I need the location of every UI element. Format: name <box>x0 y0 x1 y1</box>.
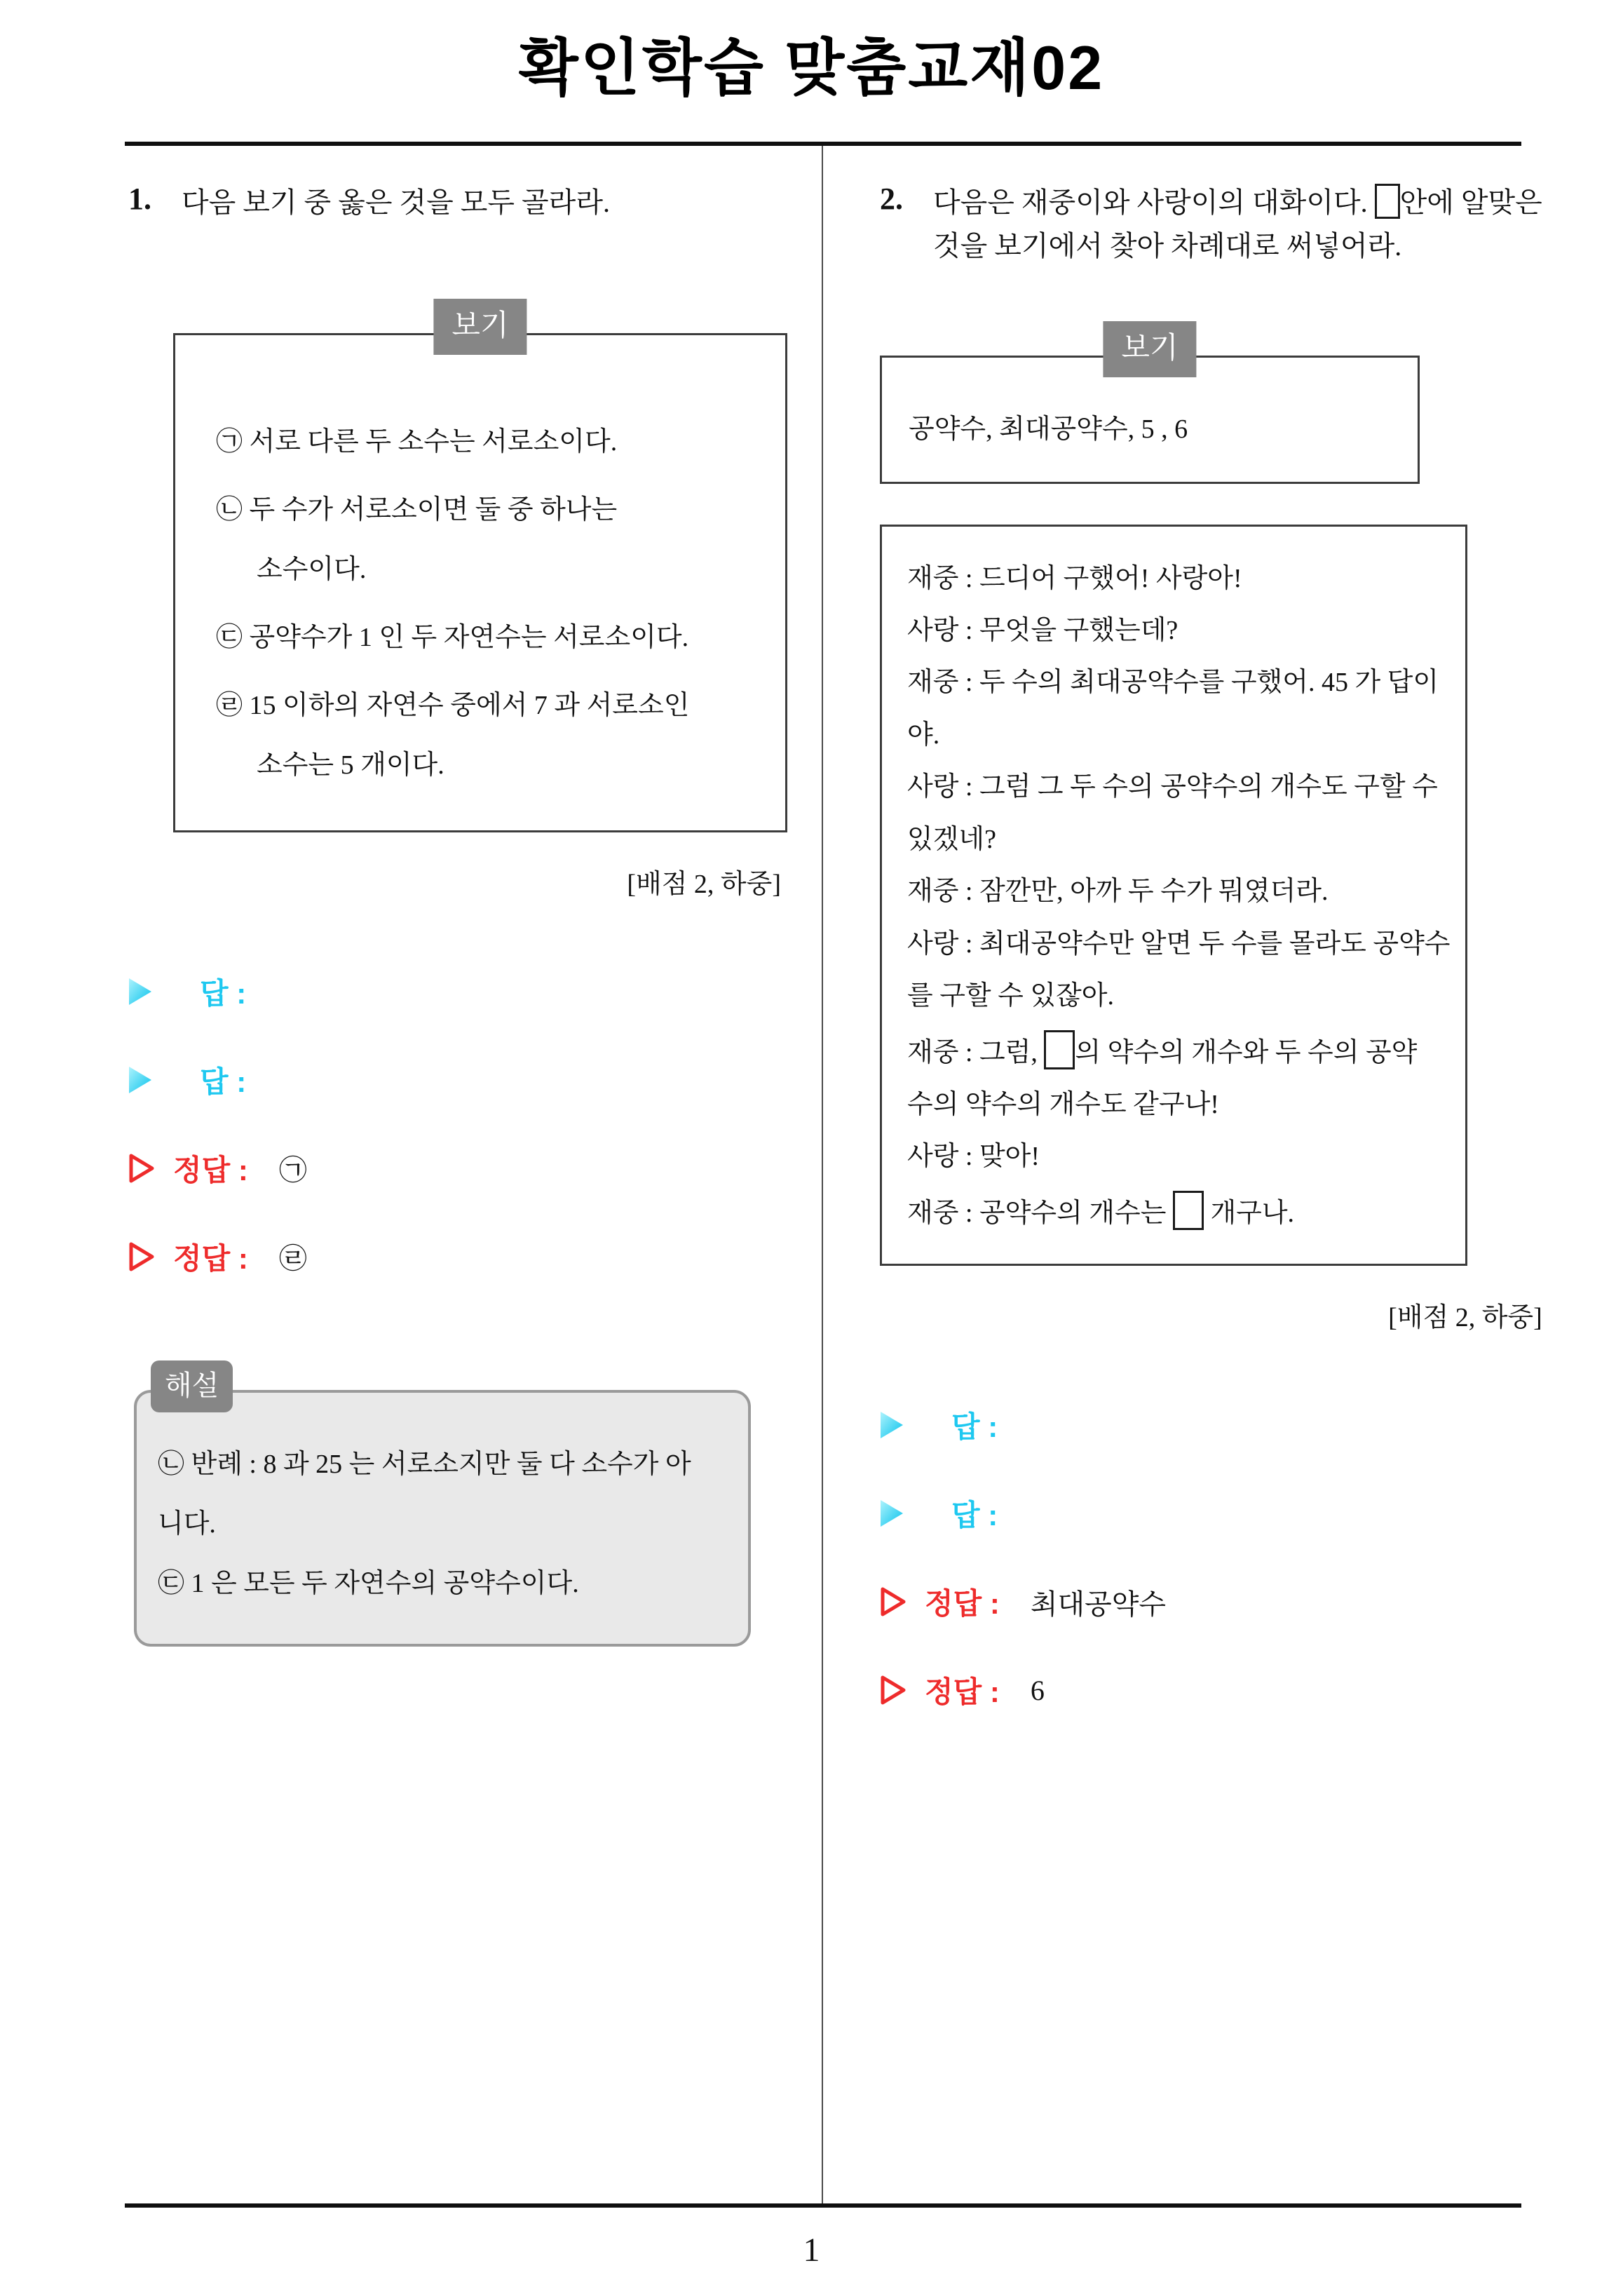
page-number: 1 <box>803 2231 820 2269</box>
explanation-line: ㉡ 반례 : 8 과 25 는 서로소지만 둘 다 소수가 아 <box>158 1449 691 1479</box>
question-2-prompt-part2: 안에 알맞은 <box>1399 186 1542 218</box>
question-2-prompt <box>933 181 1542 268</box>
question-1-bogi-box <box>173 309 787 832</box>
bogi-tab: 보기 <box>433 299 527 355</box>
question-2-answers <box>880 1404 1542 1711</box>
dialog-line: 사랑 : 그럼 그 두 수의 공약수의 개수도 구할 수 <box>907 772 1438 802</box>
dialog-text: 재중 : 그럼, <box>907 1037 1045 1067</box>
correct-answer-value: 6 <box>1030 1674 1045 1706</box>
answer-label: 답 : <box>951 1410 998 1444</box>
dialog-line-with-blank <box>907 1030 1451 1071</box>
dialog-text: 의 약수의 개수와 두 수의 공약 <box>1075 1037 1418 1067</box>
answer-row-blank <box>880 1492 1542 1534</box>
correct-answer-value: ㉣ <box>278 1243 307 1275</box>
correct-answer-label: 정답 : <box>925 1675 1000 1709</box>
dialog-line-with-blank <box>907 1191 1451 1231</box>
dialog-line: 사랑 : 맞아! <box>907 1142 1040 1172</box>
question-2-header <box>880 181 1542 268</box>
correct-answer-label: 정답 : <box>173 1153 248 1187</box>
answer-triangle-outline-icon <box>128 1153 155 1184</box>
answer-label: 답 : <box>200 1065 247 1098</box>
question-1-header <box>128 181 781 224</box>
correct-answer-label: 정답 : <box>925 1587 1000 1621</box>
answer-triangle-filled-icon <box>128 1066 152 1094</box>
dialog-text: 재중 : 공약수의 개수는 <box>907 1198 1173 1228</box>
question-2-prompt-part1: 다음은 재중이와 사랑이의 대화이다. <box>933 186 1375 218</box>
answer-row-blank <box>128 1059 781 1101</box>
dialog-line: 재중 : 두 수의 최대공약수를 구했어. 45 가 답이 <box>907 668 1439 698</box>
correct-answer-value: 최대공약수 <box>1030 1588 1167 1620</box>
bogi-item-3: ㉢ 공약수가 1 인 두 자연수는 서로소이다. <box>216 622 689 652</box>
question-1-column <box>125 146 822 1712</box>
correct-answer-row <box>128 1147 781 1189</box>
bogi-item-1: ㉠ 서로 다른 두 소수는 서로소이다. <box>216 426 618 457</box>
answer-triangle-filled-icon <box>880 1411 904 1439</box>
correct-answer-row <box>880 1669 1542 1711</box>
question-2-prompt-line2: 것을 보기에서 찾아 차례대로 써넣어라. <box>933 229 1402 262</box>
correct-answer-value: ㉠ <box>278 1154 307 1187</box>
column-divider <box>822 146 823 2208</box>
answer-triangle-outline-icon <box>128 1241 155 1272</box>
answer-triangle-outline-icon <box>880 1586 906 1617</box>
bogi-tab: 보기 <box>1103 321 1196 377</box>
blank-box <box>1375 184 1400 219</box>
answer-label: 답 : <box>200 976 247 1010</box>
dialog-line: 사랑 : 무엇을 구했는데? <box>907 616 1179 646</box>
dialog-line: 재중 : 잠깐만, 아까 두 수가 뭐였더라. <box>907 877 1329 907</box>
dialog-text: 개구나. <box>1203 1198 1295 1228</box>
correct-answer-label: 정답 : <box>173 1241 248 1275</box>
correct-answer-row <box>880 1581 1542 1623</box>
dialog-line: 사랑 : 최대공약수만 알면 두 수를 몰라도 공약수 <box>907 928 1451 959</box>
explanation-box <box>134 1369 751 1647</box>
question-2-score: [배점 2, 하중] <box>1388 1303 1542 1333</box>
bogi-item-2-line-1: ㉡ 두 수가 서로소이면 둘 중 하나는 <box>216 494 618 525</box>
answer-triangle-outline-icon <box>880 1675 906 1706</box>
explanation-line: 니다. <box>158 1508 216 1539</box>
page-title: 확인학습 맞춤교재02 <box>518 33 1105 102</box>
dialog-line: 수의 약수의 개수도 같구나! <box>907 1089 1219 1119</box>
blank-box <box>1173 1191 1204 1230</box>
explanation-line: ㉢ 1 은 모든 두 자연수의 공약수이다. <box>158 1569 579 1599</box>
bogi-item-4-line-1: ㉣ 15 이하의 자연수 중에서 7 과 서로소인 <box>216 690 690 720</box>
dialog-line: 야. <box>907 720 940 750</box>
dialog-line: 있겠네? <box>907 824 996 854</box>
dialog-line: 재중 : 드디어 구했어! 사랑아! <box>907 563 1242 593</box>
bottom-rule <box>125 2203 1521 2208</box>
bogi-item-2-line-2: 소수이다. <box>257 554 367 584</box>
answer-row-blank <box>128 971 781 1013</box>
correct-answer-row <box>128 1236 781 1278</box>
columns <box>0 146 1623 1712</box>
dialog-box <box>880 525 1467 1267</box>
bogi-content: 공약수, 최대공약수, 5 , 6 <box>909 414 1188 444</box>
question-1-number: 1. <box>128 181 151 216</box>
answer-label: 답 : <box>951 1499 998 1532</box>
question-1-answers <box>128 971 781 1278</box>
answer-triangle-filled-icon <box>880 1499 904 1527</box>
question-2-number: 2. <box>880 181 903 216</box>
question-2-bogi-box <box>880 332 1420 484</box>
question-1-prompt: 다음 보기 중 옳은 것을 모두 골라라. <box>182 186 610 218</box>
answer-row-blank <box>880 1404 1542 1446</box>
answer-triangle-filled-icon <box>128 978 152 1006</box>
question-2-column <box>822 146 1542 1712</box>
bogi-item-4-line-2: 소수는 5 개이다. <box>257 750 444 780</box>
question-1-score: [배점 2, 하중] <box>627 869 781 899</box>
explanation-tab: 해설 <box>151 1360 233 1412</box>
dialog-line: 를 구할 수 있잖아. <box>907 981 1114 1011</box>
blank-box <box>1044 1030 1075 1069</box>
